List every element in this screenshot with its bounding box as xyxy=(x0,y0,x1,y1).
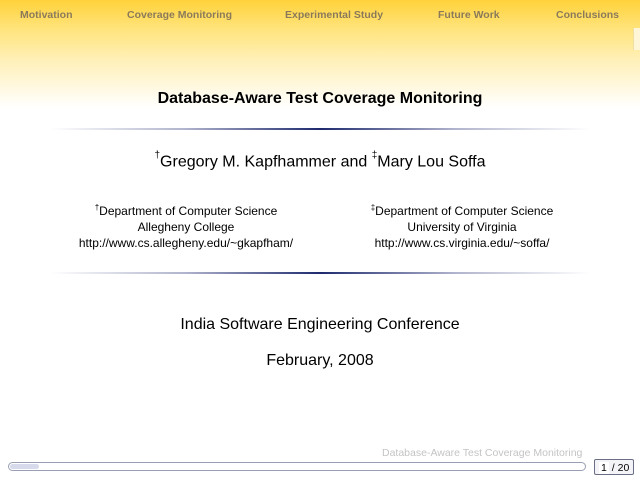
author-conjunction: and xyxy=(340,153,368,171)
presentation-date: February, 2008 xyxy=(266,352,374,369)
affiliation-right-institution: University of Virginia xyxy=(407,220,517,234)
affiliation-right xyxy=(322,200,602,251)
author1-mark: † xyxy=(154,150,161,161)
footer-short-title: Database-Aware Test Coverage Monitoring xyxy=(382,447,583,459)
section-navigation xyxy=(0,0,640,30)
conference-name: India Software Engineering Conference xyxy=(180,316,460,333)
nav-item-motivation[interactable]: Motivation xyxy=(20,9,73,21)
affiliation-left-department: Department of Computer Science xyxy=(99,204,278,218)
affiliation-left-mark: † xyxy=(94,203,100,212)
affiliation-right-mark: ‡ xyxy=(370,203,376,212)
nav-item-coverage-monitoring[interactable]: Coverage Monitoring xyxy=(127,9,233,21)
affiliation-left-url[interactable]: http://www.cs.allegheny.edu/~gkapfham/ xyxy=(78,236,294,250)
page-counter xyxy=(594,459,634,475)
affiliation-left xyxy=(46,200,326,251)
slide-progress-bar[interactable] xyxy=(8,462,586,471)
title-divider xyxy=(50,128,590,130)
slide-progress-fill xyxy=(10,464,39,469)
current-page-number: 1 xyxy=(601,462,607,474)
author2-name: Mary Lou Soffa xyxy=(377,153,486,171)
nav-item-conclusions[interactable]: Conclusions xyxy=(556,9,620,21)
affiliation-left-institution: Allegheny College xyxy=(137,220,235,234)
affiliation-divider xyxy=(50,272,590,274)
author2-mark: ‡ xyxy=(371,150,378,161)
author1-name: Gregory M. Kapfhammer xyxy=(160,153,337,171)
scroll-indicator xyxy=(633,28,640,50)
author-line xyxy=(0,152,640,171)
total-page-number: 20 xyxy=(617,462,630,474)
nav-item-future-work[interactable]: Future Work xyxy=(438,9,500,21)
nav-item-experimental-study[interactable]: Experimental Study xyxy=(285,9,384,21)
page-separator: / xyxy=(611,462,615,474)
affiliation-right-department: Department of Computer Science xyxy=(375,204,554,218)
slide-title: Database-Aware Test Coverage Monitoring xyxy=(157,90,483,107)
affiliation-right-url[interactable]: http://www.cs.virginia.edu/~soffa/ xyxy=(374,236,550,250)
